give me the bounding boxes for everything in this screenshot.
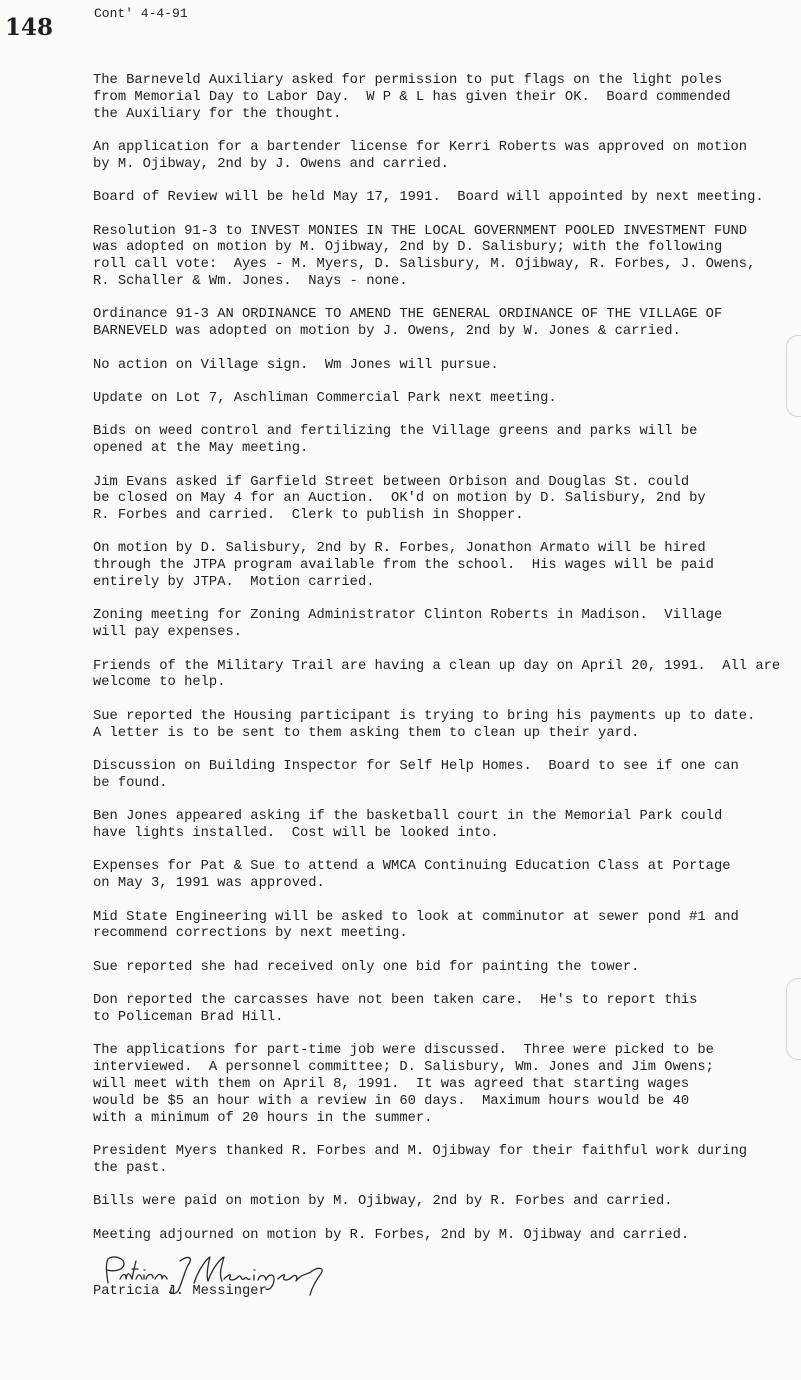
minutes-paragraph (93, 1228, 793, 1245)
minutes-paragraph (93, 73, 793, 123)
minutes-line: R. Forbes and carried. Clerk to publish in Shopper. (93, 508, 524, 524)
minutes-line: recommend corrections by next meeting. (93, 926, 408, 942)
minutes-paragraph (93, 993, 793, 1027)
minutes-line: No action on Village sign. Wm Jones will pursue. (93, 357, 499, 373)
minutes-paragraph (93, 709, 793, 743)
minutes-line: Sue reported the Housing participant is trying to bring his payments up to date. (93, 708, 756, 724)
minutes-paragraph (93, 190, 793, 207)
minutes-line: Bids on weed control and fertilizing the Village greens and parks will be (93, 424, 698, 440)
minutes-paragraph (93, 424, 793, 458)
minutes-paragraph (93, 307, 793, 341)
minutes-line: An application for a bartender license for Kerri Roberts was approved on motion (93, 139, 748, 155)
minutes-paragraph (93, 809, 793, 843)
minutes-line: Resolution 91-3 to INVEST MONIES IN THE LOCAL GOVERNMENT POOLED INVESTMENT FUND (93, 223, 748, 239)
minutes-line: be closed on May 4 for an Auction. OK'd on motion by D. Salisbury, 2nd by (93, 491, 706, 507)
minutes-line: Ben Jones appeared asking if the basketball court in the Memorial Park could (93, 809, 723, 825)
minutes-paragraph (93, 541, 793, 591)
minutes-line: welcome to help. (93, 675, 226, 691)
minutes-line: the Auxiliary for the thought. (93, 106, 342, 122)
binder-mark (786, 978, 801, 1060)
minutes-line: be found. (93, 775, 168, 791)
minutes-line: President Myers thanked R. Forbes and M. Ojibway for their faithful work during (93, 1143, 748, 1159)
minutes-paragraph (93, 358, 793, 375)
minutes-line: Meeting adjourned on motion by R. Forbes, 2nd by M. Ojibway and carried. (93, 1227, 690, 1243)
minutes-paragraph (93, 859, 793, 893)
minutes-line: The applications for part-time job were discussed. Three were picked to be (93, 1043, 714, 1059)
minutes-line: Sue reported she had received only one bid for painting the tower. (93, 959, 640, 975)
minutes-line: The Barneveld Auxiliary asked for permission to put flags on the light poles (93, 73, 723, 88)
minutes-paragraph (93, 608, 793, 642)
minutes-line: Don reported the carcasses have not been taken care. He's to report this (93, 993, 698, 1009)
minutes-line: by M. Ojibway, 2nd by J. Owens and carried. (93, 156, 450, 172)
minutes-line: the past. (93, 1160, 168, 1176)
minutes-line: will pay expenses. (93, 625, 243, 641)
minutes-line: to Policeman Brad Hill. (93, 1009, 284, 1025)
continuation-date-header: Cont' 4-4-91 (94, 6, 188, 21)
minutes-line: from Memorial Day to Labor Day. W P & L has given their OK. Board commended (93, 89, 731, 105)
minutes-line: BARNEVELD was adopted on motion by J. Owens, 2nd by W. Jones & carried. (93, 324, 681, 340)
minutes-line: opened at the May meeting. (93, 441, 309, 457)
minutes-paragraph (93, 475, 793, 525)
minutes-line: roll call vote: Ayes - M. Myers, D. Salisbury, M. Ojibway, R. Forbes, J. Owens, (93, 257, 756, 273)
minutes-line: Ordinance 91-3 AN ORDINANCE TO AMEND THE GENERAL ORDINANCE OF THE VILLAGE OF (93, 307, 723, 323)
minutes-paragraph (93, 1144, 793, 1178)
page-number: 148 (5, 14, 54, 41)
minutes-line: R. Schaller & Wm. Jones. Nays - none. (93, 273, 408, 289)
minutes-paragraph (93, 910, 793, 944)
minutes-paragraph (93, 391, 793, 408)
minutes-line: A letter is to be sent to them asking them to clean up their yard. (93, 725, 640, 741)
meeting-minutes-body (93, 73, 793, 1261)
minutes-paragraph (93, 960, 793, 977)
minutes-line: will meet with them on April 8, 1991. It was agreed that starting wages (93, 1076, 690, 1092)
minutes-paragraph (93, 140, 793, 174)
minutes-paragraph (93, 1194, 793, 1211)
binder-mark (786, 335, 801, 417)
minutes-line: Expenses for Pat & Sue to attend a WMCA Continuing Education Class at Portage (93, 859, 731, 875)
minutes-line: have lights installed. Cost will be looked into. (93, 826, 499, 842)
minutes-line: entirely by JTPA. Motion carried. (93, 575, 375, 591)
minutes-paragraph (93, 659, 793, 693)
minutes-line: Discussion on Building Inspector for Self Help Homes. Board to see if one can (93, 759, 739, 775)
minutes-paragraph (93, 1043, 793, 1127)
minutes-line: was adopted on motion by M. Ojibway, 2nd by D. Salisbury; with the following (93, 240, 723, 256)
minutes-line: Mid State Engineering will be asked to look at comminutor at sewer pond #1 and (93, 909, 739, 925)
minutes-line: Board of Review will be held May 17, 1991. Board will appointed by next meeting. (93, 190, 764, 206)
minutes-line: with a minimum of 20 hours in the summer. (93, 1110, 433, 1126)
minutes-line: through the JTPA program available from the school. His wages will be paid (93, 558, 714, 574)
minutes-paragraph (93, 224, 793, 291)
minutes-line: Friends of the Military Trail are having a clean up day on April 20, 1991. All are (93, 658, 781, 674)
minutes-line: would be $5 an hour with a review in 60 days. Maximum hours would be 40 (93, 1093, 690, 1109)
signer-name: Patricia J. Messinger (93, 1284, 267, 1299)
minutes-line: on May 3, 1991 was approved. (93, 876, 325, 892)
minutes-line: Update on Lot 7, Aschliman Commercial Park next meeting. (93, 390, 557, 406)
minutes-line: Zoning meeting for Zoning Administrator Clinton Roberts in Madison. Village (93, 608, 723, 624)
minutes-line: Bills were paid on motion by M. Ojibway, 2nd by R. Forbes and carried. (93, 1194, 673, 1210)
minutes-paragraph (93, 759, 793, 793)
minutes-line: interviewed. A personnel committee; D. Salisbury, Wm. Jones and Jim Owens; (93, 1060, 714, 1076)
minutes-line: On motion by D. Salisbury, 2nd by R. Forbes, Jonathon Armato will be hired (93, 541, 706, 557)
minutes-line: Jim Evans asked if Garfield Street between Orbison and Douglas St. could (93, 474, 690, 490)
